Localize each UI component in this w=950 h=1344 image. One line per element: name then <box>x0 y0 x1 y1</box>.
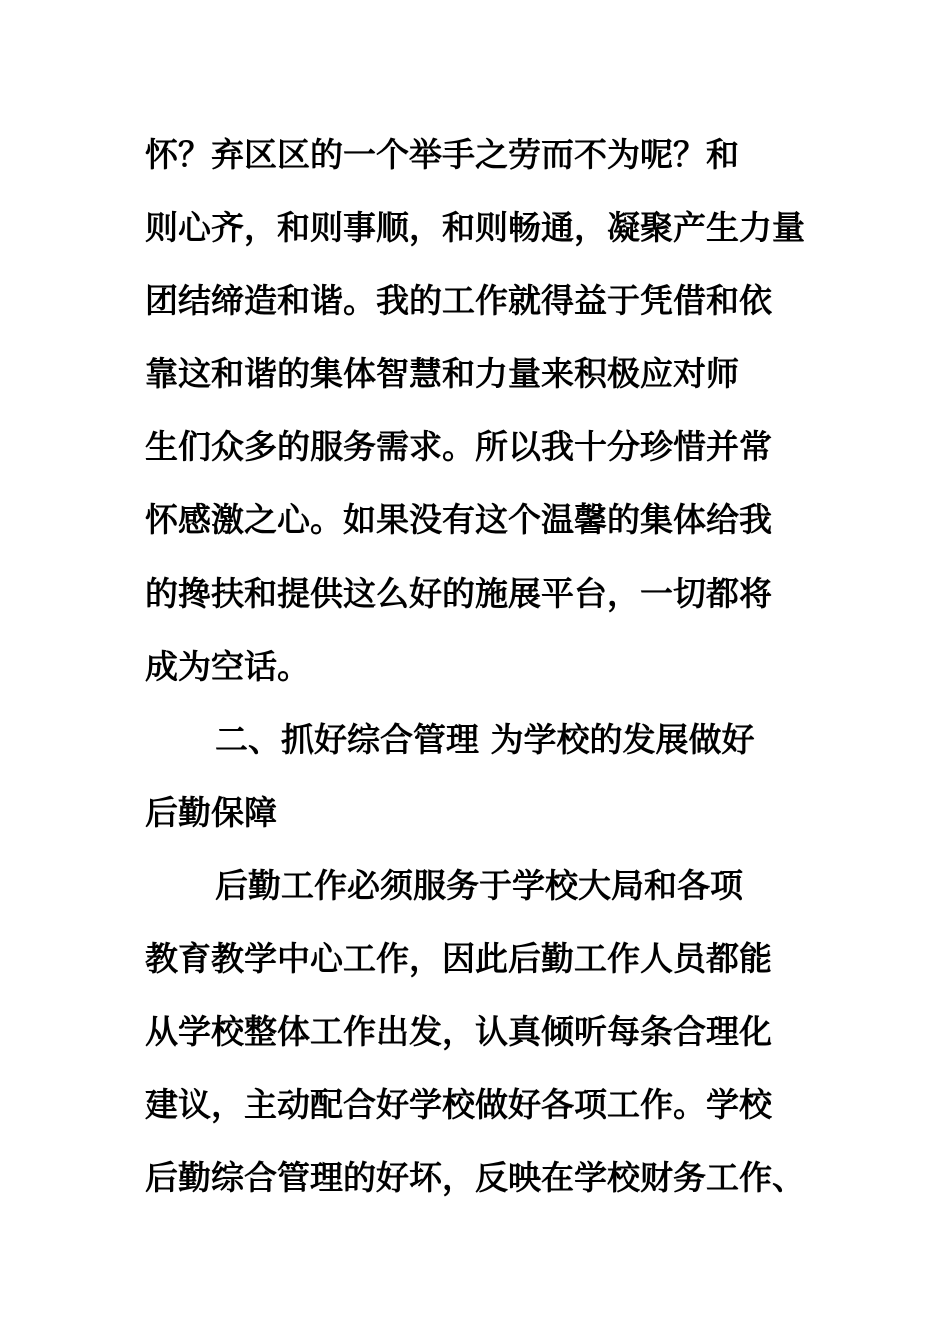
text-line: 从学校整体工作出发，认真倾听每条合理化 <box>145 1012 772 1052</box>
text-line: 建议，主动配合好学校做好各项工作。学校 <box>145 1085 772 1125</box>
text-line: 成为空话。 <box>145 646 310 686</box>
text-line: 则心齐，和则事顺，和则畅通，凝聚产生力量 <box>145 208 805 248</box>
body-text <box>145 118 825 1214</box>
text-line: 怀？弃区区的一个举手之劳而不为呢？和 <box>145 135 739 174</box>
text-line: 的搀扶和提供这么好的施展平台，一切都将 <box>145 573 772 613</box>
text-line: 后勤工作必须服务于学校大局和各项 <box>215 865 743 905</box>
text-line: 生们众多的服务需求。所以我十分珍惜并常 <box>145 427 772 467</box>
section-heading-continuation: 后勤保障 <box>145 792 277 832</box>
text-line: 教育教学中心工作，因此后勤工作人员都能 <box>145 939 772 979</box>
section-heading: 二、抓好综合管理 为学校的发展做好 <box>215 719 755 759</box>
text-line: 怀感激之心。如果没有这个温馨的集体给我 <box>145 500 772 540</box>
text-line: 靠这和谐的集体智慧和力量来积极应对师 <box>145 354 739 394</box>
text-line: 团结缔造和谐。我的工作就得益于凭借和依 <box>145 281 772 321</box>
text-line: 后勤综合管理的好坏，反映在学校财务工作、 <box>145 1158 805 1198</box>
